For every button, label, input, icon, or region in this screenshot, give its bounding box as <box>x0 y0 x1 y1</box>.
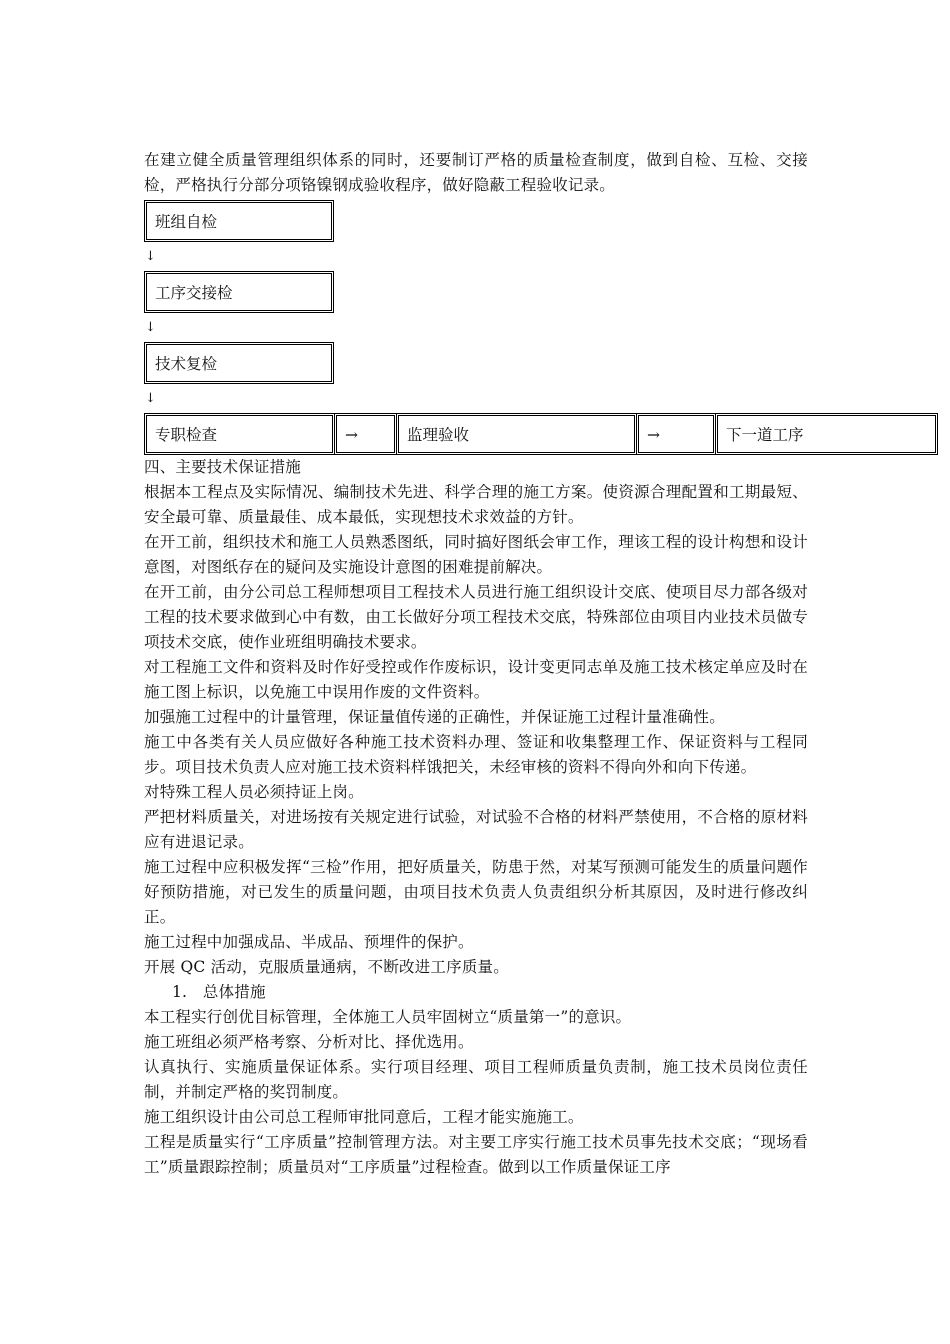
flow-box-team-self-check <box>144 200 334 242</box>
flow-label: 下一道工序 <box>726 426 804 444</box>
paragraph: 施工组织设计由公司总工程师审批同意后，工程才能实施施工。 <box>144 1108 584 1126</box>
paragraph: 工程是质量实行“工序质量”控制管理方法。对主要工序实行施工技术员事先技术交底；“现场看工”质量跟踪控制；质量员对“工序质量”过程检查。做到以工作质量保证工序 <box>144 1133 808 1176</box>
down-arrow-icon: ↓ <box>145 391 156 406</box>
flow-label: 监理验收 <box>407 426 470 444</box>
paragraph: 在开工前，由分公司总工程师想项目工程技术人员进行施工组织设计交底、使项目尽力部各级对工程的技术要求做到心中有数，由工长做好分项工程技术交底，特殊部位由项目内业技术员做专项技术交底，使作业班组明确技术要求。 <box>144 583 808 651</box>
paragraph: 本工程实行创优目标管理，全体施工人员牢固树立“质量第一”的意识。 <box>144 1008 632 1026</box>
flow-label: 工序交接检 <box>155 284 233 302</box>
paragraph: 认真执行、实施质量保证体系。实行项目经理、项目工程师质量负责制，施工技术员岗位责任制，并制定严格的奖罚制度。 <box>144 1058 808 1101</box>
flow-box-dedicated-check <box>144 413 335 455</box>
flow-label: 班组自检 <box>155 213 218 231</box>
flow-box-handover-check <box>144 271 334 313</box>
flow-row <box>144 413 938 455</box>
intro-paragraph: 在建立健全质量管理组织体系的同时，还要制订严格的质量检查制度，做到自检、互检、交接检，严格执行分部分项铬镍钢成验收程序，做好隐蔽工程验收记录。 <box>144 151 808 194</box>
paragraph: 严把材料质量关，对进场按有关规定进行试验，对试验不合格的材料严禁使用，不合格的原材料应有进退记录。 <box>144 808 808 851</box>
paragraph: 根据本工程点及实际情况、编制技术先进、科学合理的施工方案。使资源合理配置和工期最短、安全最可靠、质量最佳、成本最低，实现想技术求效益的方针。 <box>144 483 808 526</box>
paragraph: 在开工前，组织技术和施工人员熟悉图纸，同时搞好图纸会审工作，理该工程的设计构想和设计意图，对图纸存在的疑问及实施设计意图的困难提前解决。 <box>144 533 808 576</box>
flow-box-supervision-acceptance <box>397 413 637 455</box>
flow-label: 专职检查 <box>155 426 218 444</box>
paragraph: 开展 QC 活动，克服质量通病，不断改进工序质量。 <box>144 958 509 976</box>
paragraph: 施工班组必须严格考察、分析对比、择优选用。 <box>144 1033 474 1051</box>
paragraph: 加强施工过程中的计量管理，保证量值传递的正确性，并保证施工过程计量准确性。 <box>144 708 725 726</box>
document-body <box>144 148 808 1180</box>
right-arrow-icon: → <box>637 413 716 455</box>
numbered-heading: 1. 总体措施 <box>172 983 266 1001</box>
flow-box-next-process <box>716 413 938 455</box>
down-arrow-icon: ↓ <box>145 249 156 264</box>
flow-label: 技术复检 <box>155 355 218 373</box>
flow-box-tech-recheck <box>144 342 334 384</box>
down-arrow-icon: ↓ <box>145 320 156 335</box>
section-heading: 四、主要技术保证措施 <box>144 458 302 476</box>
paragraph: 对工程施工文件和资料及时作好受控或作作废标识，设计变更同志单及施工技术核定单应及时在施工图上标识，以免施工中误用作废的文件资料。 <box>144 658 808 701</box>
paragraph: 对特殊工程人员必须持证上岗。 <box>144 783 364 801</box>
paragraph: 施工过程中应积极发挥“三检”作用，把好质量关，防患于然，对某写预测可能发生的质量问题作好预防措施，对已发生的质量问题，由项目技术负责人负责组织分析其原因，及时进行修改纠正。 <box>144 858 808 926</box>
paragraph: 施工过程中加强成品、半成品、预埋件的保护。 <box>144 933 474 951</box>
paragraph: 施工中各类有关人员应做好各种施工技术资料办理、签证和收集整理工作、保证资料与工程同步。项目技术负责人应对施工技术资料样饿把关，未经审核的资料不得向外和向下传递。 <box>144 733 808 776</box>
right-arrow-icon: → <box>335 413 397 455</box>
